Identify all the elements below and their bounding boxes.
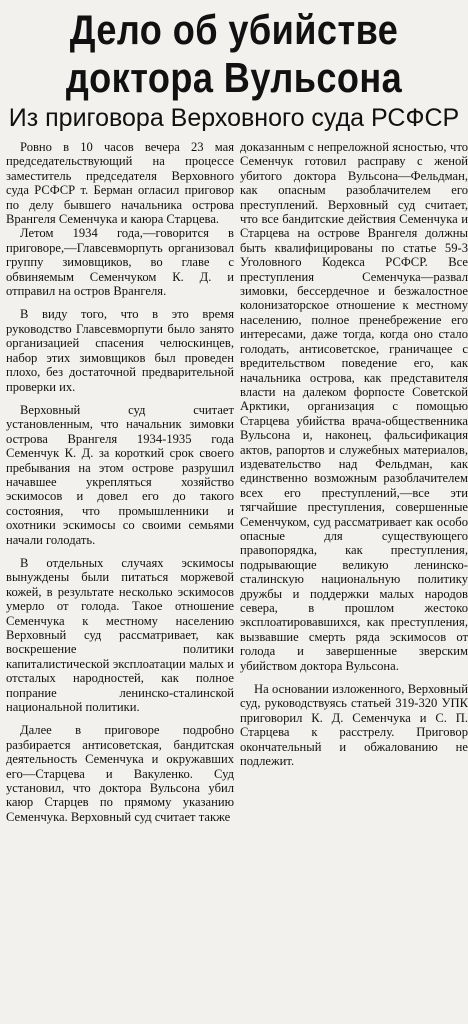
headline-line-1: Дело об убийстве [69, 6, 399, 53]
paragraph: В отдельных случаях эскимосы вынуждены были питаться моржевой кожей, в результате несколько эскимосов умерло от голода. Такое отношение Семенчука к местному населению Верховный суд рассматривает, как воскрешение политики капиталистической эксплоатации малых и отсталых народностей, как полное попрание ленинско-сталинской национальной политики. [6, 555, 234, 715]
paragraph: Далее в приговоре подробно разбирается антисоветская, бандитская деятельность Семенчука и окружавших его—Старцева и Вакуленко. Суд установил, что доктора Вульсона убил каюр Старцев по прямому указанию Семенчука. Верховный суд считает также [6, 723, 234, 824]
paragraph: Ровно в 10 часов вечера 23 мая председательствующий на процессе заместитель председателя Верховного суда РСФСР т. Берман огласил приговор по делу бывшего начальника острова Врангеля Семенчука и каюра Старцева. [6, 140, 234, 227]
article-right-column [240, 140, 468, 768]
subheadline: Из приговора Верховного суда РСФСР [8, 104, 460, 132]
paragraph: В виду того, что в это время руководство Главсевморпути было занято организацией спасения челюскинцев, набор этих зимовщиков был проведен плохо, без достаточной предварительной проверки их. [6, 307, 234, 394]
paragraph: Верховный суд считает установленным, что начальник зимовки острова Врангеля 1934-1935 года Семенчук К. Д. за короткий срок своего пребывания на этом острове разрушил начавшее укрепляться хозяйство эскимосов и довел его до такого состояния, что промышленники и охотники эскимосы со своими семьями начали голодать. [6, 402, 234, 547]
article-left-column [6, 140, 234, 824]
headline [33, 0, 435, 102]
headline-line-2: доктора Вульсона [65, 54, 403, 101]
paragraph: Летом 1934 года,—говорится в приговоре,—Главсевморпуть организовал группу зимовщиков, во главе с обвиняемым Семенчуком К. Д. и отправил на остров Врангеля. [6, 226, 234, 299]
paragraph: доказанным с непреложной ясностью, что Семенчук готовил расправу с женой убитого доктора Вульсона—Фельдман, как опасным разоблачителем его преступлений. Верховный суд считает, что все бандитские действия Семенчука и Старцева на острове Врангеля должны быть квалифицированы по статье 59-3 Уголовного Кодекса РСФСР. Все преступления Семенчука—развал зимовки, бессердечное и безжалостное колонизаторское отношение к местному населению, полное пренебрежение его интересами, даже тогда, когда оно стало голодать, антисоветское, граничащее с вредительством поведение его, как начальника острова, как представителя власти на далеком форпосте Советской Арктики, организация с помощью Старцева убийства врача-общественника Вульсона и, наконец, фальсификация актов, рапортов и служебных материалов, издевательство над Фельдман, как единственно возможным разоблачителем всех его преступлений,—все эти тягчайшие преступления, совершенные Семенчуком, суд рассматривает как особо опасные для существующего правопорядка, как преступления, подрывающие великую ленинско-сталинскую национальную политику дружбы и поддержки малых народов севера, в прошлом жестоко эксплоатировавшихся, как преступления, вызвавшие смерть ряда эскимосов от голода и завершенные зверским убийством доктора Вульсона. [240, 140, 468, 673]
paragraph: На основании изложенного, Верховный суд, руководствуясь статьей 319-320 УПК приговорил К. Д. Семенчука и С. П. Старцева к расстрелу. Приговор окончательный и обжалованию не подлежит. [240, 682, 468, 769]
